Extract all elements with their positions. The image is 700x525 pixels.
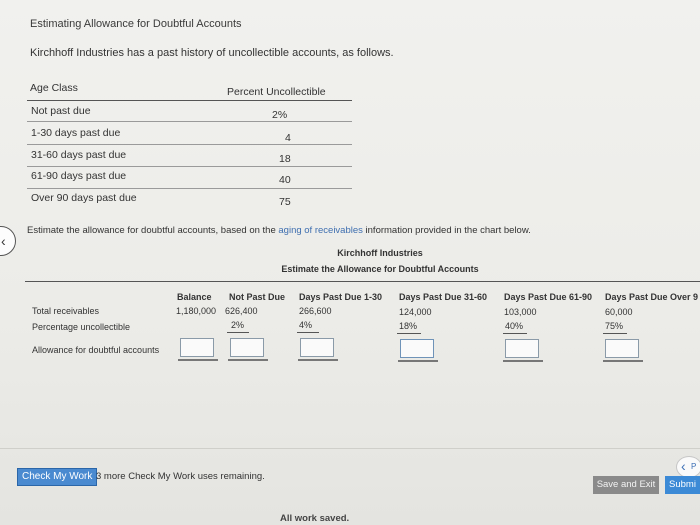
input-underline: [228, 359, 268, 361]
age-row-label: Not past due: [31, 105, 91, 117]
col-header-1-30: Days Past Due 1-30: [299, 292, 383, 302]
page-title: Estimating Allowance for Doubtful Accounts: [30, 18, 242, 30]
age-row-label: 31-60 days past due: [31, 149, 127, 161]
chevron-left-icon: ‹: [1, 233, 6, 249]
col-header-61-90: Days Past Due 61-90: [504, 292, 593, 302]
col-header-31-60: Days Past Due 31-60: [399, 292, 488, 302]
total-31-60: 124,000: [399, 307, 432, 317]
pct-underline: [227, 332, 249, 333]
input-underline: [398, 360, 438, 362]
allowance-input-over-90[interactable]: [605, 339, 639, 358]
save-status: All work saved.: [280, 513, 350, 524]
allowance-input-1-30[interactable]: [300, 338, 334, 357]
age-row-label: 1-30 days past due: [31, 127, 121, 139]
instruction-pre: Estimate the allowance for doubtful accounts, based on the: [27, 225, 279, 236]
age-row-label: Over 90 days past due: [31, 192, 137, 204]
input-underline: [603, 360, 643, 362]
company-name: Kirchhoff Industries: [337, 248, 423, 258]
age-row-percent: 75: [279, 196, 291, 208]
chevron-left-icon: ‹: [681, 458, 686, 474]
chart-subtitle: Estimate the Allowance for Doubtful Accounts: [281, 264, 479, 274]
percent-header: Percent Uncollectible: [227, 86, 326, 98]
allowance-input-31-60[interactable]: [400, 339, 434, 358]
row-rule: [27, 121, 352, 122]
instruction-text: [27, 225, 531, 236]
age-class-header: Age Class: [30, 82, 78, 94]
allowance-input-balance[interactable]: [180, 338, 214, 357]
chart-top-rule: [25, 281, 700, 282]
col-header-balance: Balance: [177, 292, 212, 302]
previous-button[interactable]: [676, 456, 700, 478]
input-underline: [503, 360, 543, 362]
pct-61-90: 40%: [505, 321, 524, 331]
total-1-30: 266,600: [299, 306, 332, 316]
age-row-percent: 18: [279, 153, 291, 165]
age-row-percent: 2%: [272, 109, 288, 121]
total-over-90: 60,000: [605, 307, 633, 317]
allowance-input-61-90[interactable]: [505, 339, 539, 358]
pct-1-30: 4%: [299, 320, 313, 330]
input-underline: [298, 359, 338, 361]
total-balance: 1,180,000: [176, 306, 217, 316]
pct-underline: [397, 333, 421, 334]
age-row-percent: 4: [285, 132, 291, 144]
check-my-work-button[interactable]: Check My Work: [17, 468, 97, 486]
footer-divider: [0, 448, 700, 449]
total-61-90: 103,000: [504, 307, 537, 317]
instruction-post: information provided in the chart below.: [362, 225, 531, 236]
submit-button[interactable]: Submi: [665, 476, 700, 494]
row-rule: [27, 188, 352, 189]
previous-label: P: [691, 462, 697, 471]
col-header-over-90: Days Past Due Over 9: [605, 292, 699, 302]
header-rule: [27, 100, 352, 101]
allowance-input-not-past-due[interactable]: [230, 338, 264, 357]
pct-over-90: 75%: [605, 321, 624, 331]
pct-31-60: 18%: [399, 321, 418, 331]
save-and-exit-button[interactable]: Save and Exit: [593, 476, 659, 494]
row-rule: [27, 166, 352, 167]
age-row-percent: 40: [279, 174, 291, 186]
check-remaining-text: 3 more Check My Work uses remaining.: [96, 471, 265, 482]
pct-not-past-due: 2%: [231, 320, 245, 330]
pct-underline: [297, 332, 319, 333]
input-underline: [178, 359, 218, 361]
total-not-past-due: 626,400: [225, 306, 258, 316]
aging-of-receivables-link[interactable]: aging of receivables: [278, 225, 363, 236]
age-row-label: 61-90 days past due: [31, 170, 127, 182]
row-rule: [27, 144, 352, 145]
intro-text: Kirchhoff Industries has a past history of uncollectible accounts, as follows.: [30, 47, 394, 59]
pct-underline: [603, 333, 627, 334]
row-label-percentage: Percentage uncollectible: [32, 322, 131, 332]
row-label-total: Total receivables: [32, 306, 100, 316]
row-label-allowance: Allowance for doubtful accounts: [32, 345, 160, 355]
pct-underline: [503, 333, 527, 334]
col-header-not-past-due: Not Past Due: [229, 292, 286, 302]
